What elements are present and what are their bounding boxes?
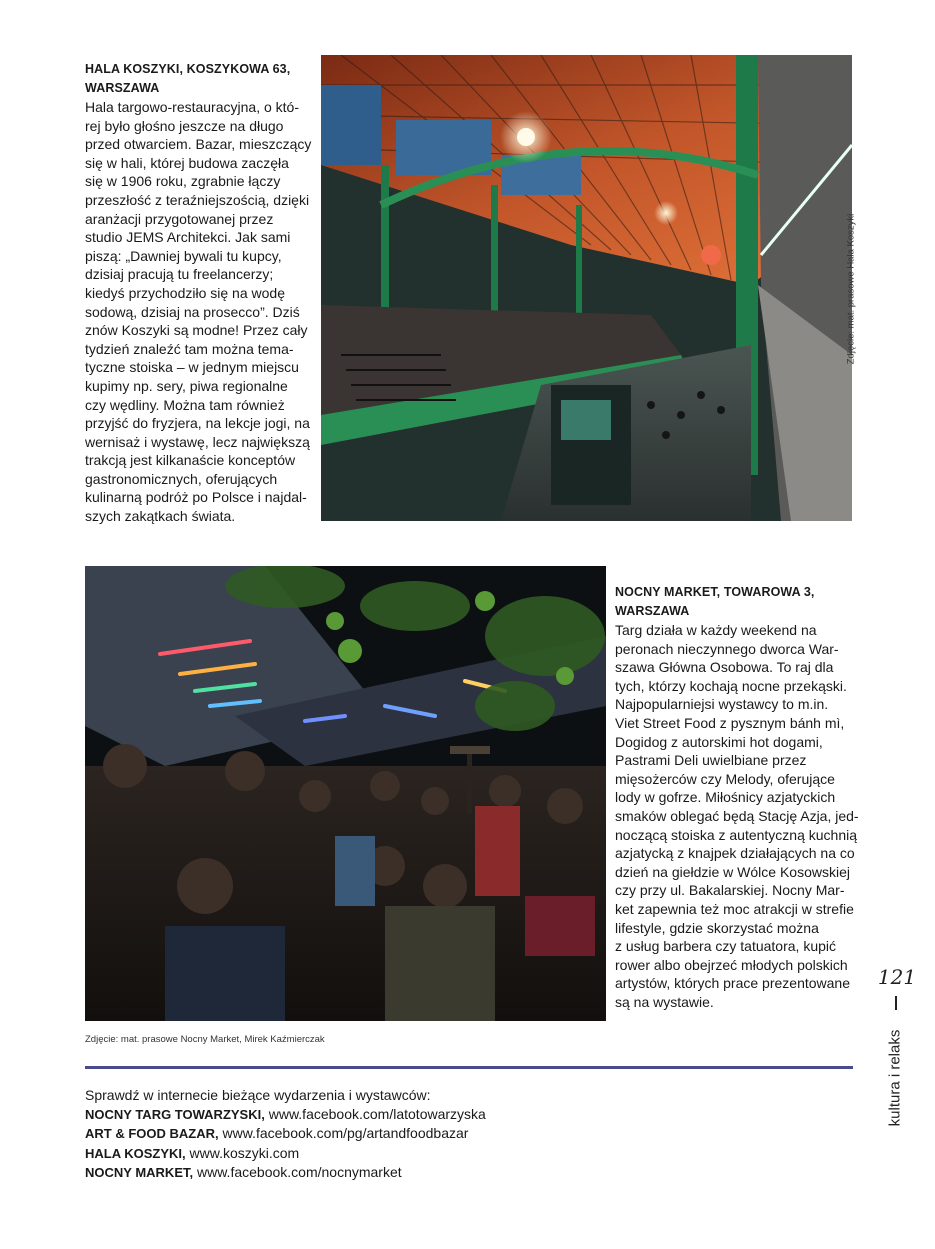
body-line: wernisaż i wystawę, lecz największą xyxy=(85,433,310,450)
link-row xyxy=(85,1163,785,1183)
page-number-rule xyxy=(895,996,897,1010)
body-line: Najpopularniejsi wystawcy to m.in. xyxy=(615,696,829,713)
heading-line: WARSZAWA xyxy=(85,81,160,95)
link-row xyxy=(85,1105,785,1125)
photo-nocny-market xyxy=(85,566,606,1021)
link-row xyxy=(85,1124,785,1144)
link-url[interactable]: www.facebook.com/pg/artandfoodbazar xyxy=(222,1125,469,1142)
body-line: studio JEMS Architekci. Jak sami xyxy=(85,229,291,246)
body-line: tydzień znaleźć tam można tema- xyxy=(85,340,294,357)
section-heading xyxy=(85,60,315,98)
links-block xyxy=(85,1086,785,1183)
link-name: HALA KOSZYKI, xyxy=(85,1145,186,1161)
body-line: się w hali, której budowa zaczęła xyxy=(85,154,289,171)
body-line: kulinarną podróż po Polsce i najdal- xyxy=(85,489,307,506)
body-line: piszą: „Dawniej bywali tu kupcy, xyxy=(85,247,282,264)
link-name: ART & FOOD BAZAR, xyxy=(85,1126,219,1142)
body-line: tych, którzy kochają nocne przekąski. xyxy=(615,677,847,694)
body-line: szawa Główna Osobowa. To raj dla xyxy=(615,659,834,676)
section-divider xyxy=(85,1066,853,1069)
article-hala-koszyki xyxy=(85,60,315,526)
section-heading xyxy=(615,583,860,621)
body-line: smaków oblegać będą Stację Azja, jed- xyxy=(615,807,859,824)
body-line: sodową, dzisiaj na prosecco”. Dziś xyxy=(85,303,300,320)
body-line: dzisiaj pracują tu freelancerzy; xyxy=(85,266,274,283)
body-line: lody w gofrze. Miłośnicy azjatyckich xyxy=(615,789,836,806)
body-line: Viet Street Food z pysznym bánh mì, xyxy=(615,714,845,731)
body-line: znów Koszyki są modne! Przez cały xyxy=(85,322,308,339)
body-line: gastronomicznych, oferujących xyxy=(85,470,278,487)
heading-line: HALA KOSZYKI, KOSZYKOWA 63, xyxy=(85,62,291,76)
body-line: Hala targowo-restauracyjna, o któ- xyxy=(85,99,299,115)
body-line: dzień na giełdzie w Wólce Kosowskiej xyxy=(615,863,850,880)
body-line: przed otwarciem. Bazar, mieszczący xyxy=(85,136,312,153)
body-line: Pastrami Deli uwielbiane przez xyxy=(615,752,807,769)
body-line: Dogidog z autorskimi hot dogami, xyxy=(615,733,823,750)
body-line: Targ działa w każdy weekend na xyxy=(615,622,817,638)
article-nocny-market xyxy=(615,583,860,1011)
body-line: kiedyś przychodziło się na wodę xyxy=(85,284,285,301)
section-label-text: kultura i relaks xyxy=(886,1029,904,1127)
links-intro: Sprawdź w internecie bieżące wydarzenia i wystawców: xyxy=(85,1087,431,1103)
photo-credit: Zdjęcie: mat. prasowe Nocny Market, Mirek Kaźmierczak xyxy=(85,1034,325,1045)
body-line: czy wędliny. Można tam również xyxy=(85,396,285,413)
body-line: przeszłość z teraźniejszością, dzięki xyxy=(85,191,310,208)
body-line: tyczne stoiska – w jednym miejscu xyxy=(85,359,299,376)
body-line: kupimy np. sery, piwa regionalne xyxy=(85,377,288,394)
photo-hala-koszyki xyxy=(321,55,852,521)
body-line: noczącą stoiska z autentyczną kuchnią xyxy=(615,826,858,843)
body-line: przyjść do fryzjera, na lekcje jogi, na xyxy=(85,415,310,432)
link-url[interactable]: www.facebook.com/latotowarzyska xyxy=(268,1105,486,1122)
body-line: z usług barbera czy tatuatora, kupić xyxy=(615,938,837,955)
heading-line: NOCNY MARKET, TOWAROWA 3, xyxy=(615,585,815,599)
link-name: NOCNY TARG TOWARZYSKI, xyxy=(85,1106,265,1122)
body-line: mięsożerców czy Melody, oferujące xyxy=(615,770,835,787)
heading-line: WARSZAWA xyxy=(615,604,690,618)
body-line: ket zapewnia też moc atrakcji w strefie xyxy=(615,900,854,917)
page-number: 121 xyxy=(877,965,917,989)
body-line: czy przy ul. Bakalarskiej. Nocny Mar- xyxy=(615,882,845,899)
body-line: rej było głośno jeszcze na długo xyxy=(85,117,284,134)
body-line: szych zakątkach świata. xyxy=(85,508,236,525)
body-line: rower albo obejrzeć młodych polskich xyxy=(615,956,848,973)
link-name: NOCNY MARKET, xyxy=(85,1165,194,1181)
article-body xyxy=(85,98,315,526)
body-line: peronach nieczynnego dworca War- xyxy=(615,640,839,657)
body-line: się w 1906 roku, zgrabnie łączy xyxy=(85,173,281,190)
body-line: są na wystawie. xyxy=(615,993,714,1010)
link-url[interactable]: www.koszyki.com xyxy=(189,1144,300,1161)
link-url[interactable]: www.facebook.com/nocnymarket xyxy=(197,1164,402,1181)
article-body xyxy=(615,621,860,1011)
body-line: trakcją jest kilkanaście konceptów xyxy=(85,452,296,469)
body-line: aranżacji przygotowanej przez xyxy=(85,210,274,227)
body-line: artystów, których prace prezentowane xyxy=(615,975,851,992)
link-row xyxy=(85,1144,785,1164)
body-line: lifestyle, gdzie skorzystać można xyxy=(615,919,819,936)
body-line: azjatycką z knajpek działających na co xyxy=(615,845,855,862)
photo-credit-text: Zdjęcie: mat. prasowe Hala Koszyki xyxy=(845,213,857,365)
